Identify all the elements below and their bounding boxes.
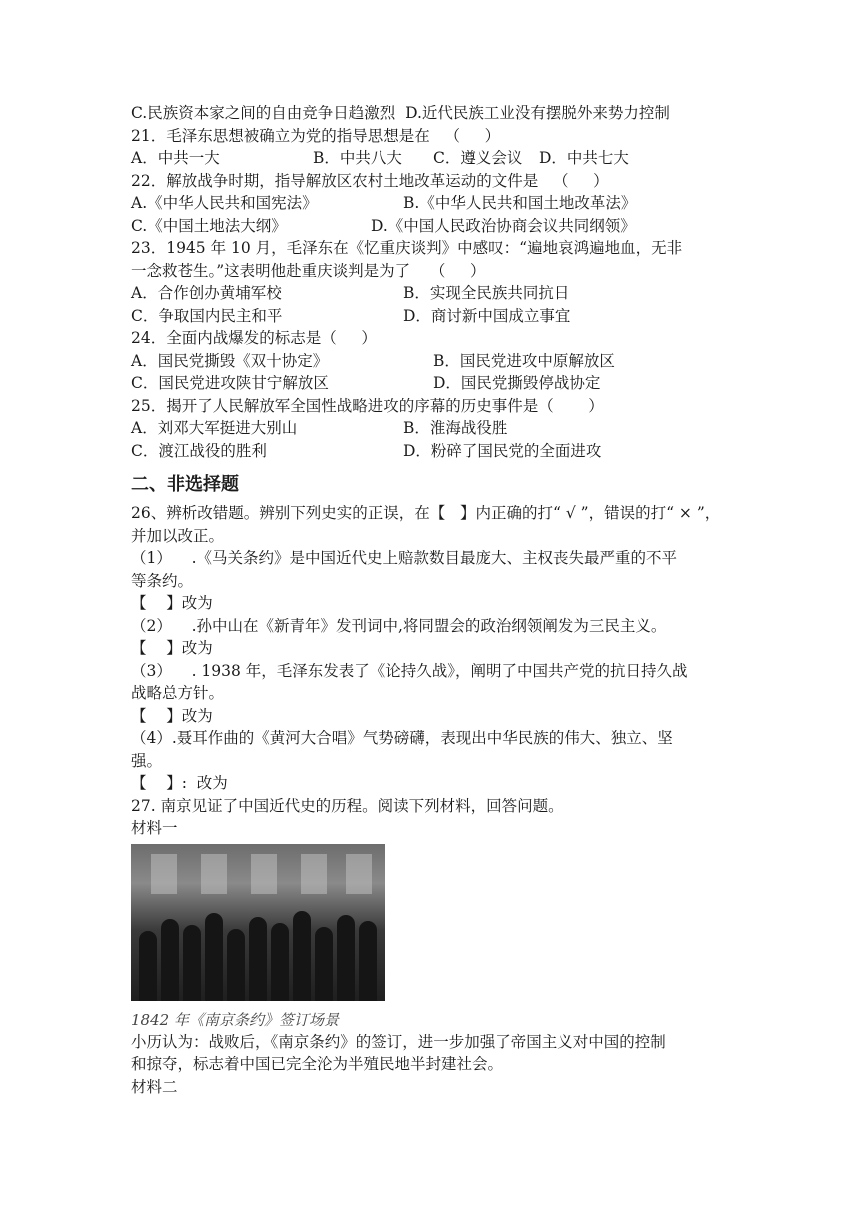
q23-option-b: B．实现全民族共同抗日 — [403, 284, 570, 302]
q23-options-row1 — [131, 282, 731, 305]
q21-option-b: B．中共八大 — [313, 149, 402, 167]
q26-item1-line2: 等条约。 — [131, 571, 194, 590]
q26-item4-answer: 【 】: 改为 — [131, 774, 228, 792]
q22-stem: 22．解放战争时期，指导解放区农村土地改革运动的文件是 （ ） — [131, 171, 609, 190]
q26-item2-line1: （2） .孙中山在《新青年》发刊词中,将同盟会的政治纲领阐发为三民主义。 — [131, 616, 667, 635]
q24-option-d: D．国民党撕毁停战协定 — [433, 374, 601, 392]
q26-item3-answer: 【 】改为 — [131, 706, 213, 725]
material-one-label: 材料一 — [131, 819, 178, 837]
q21-option-c: C．遵义会议 — [433, 149, 523, 167]
q21-options — [131, 147, 731, 170]
q27-paragraph-line1: 小历认为：战败后，《南京条约》的签订，进一步加强了帝国主义对中国的控制 — [131, 1032, 666, 1051]
q24-options-row1 — [131, 350, 731, 373]
q20-options-line: C.民族资本家之间的自由竞争日趋激烈 D.近代民族工业没有摆脱外来势力控制 — [131, 104, 670, 122]
q25-option-a: A．刘邓大军挺进大别山 — [131, 419, 298, 437]
q24-option-b: B．国民党进攻中原解放区 — [433, 351, 615, 370]
q25-options-row1 — [131, 417, 731, 440]
q22-options-row1 — [131, 192, 731, 215]
photo-caption: 1842 年《南京条约》签订场景 — [131, 1010, 339, 1029]
q25-options-row2 — [131, 440, 731, 463]
q26-item4-line1: （4）.聂耳作曲的《黄河大合唱》气势磅礴，表现出中华民族的伟大、独立、坚 — [131, 729, 673, 747]
q26-item2-answer: 【 】改为 — [131, 639, 213, 657]
q23-option-a: A．合作创办黄埔军校 — [131, 284, 282, 302]
material-two-label: 材料二 — [131, 1077, 178, 1096]
q21-option-a: A．中共一大 — [131, 149, 220, 167]
q23-options-row2 — [131, 305, 731, 328]
q24-stem: 24．全面内战爆发的标志是（ ） — [131, 329, 377, 347]
q25-option-c: C．渡江战役的胜利 — [131, 441, 267, 460]
exam-page — [131, 102, 731, 1098]
q25-option-b: B．淮海战役胜 — [403, 419, 508, 437]
q27-paragraph-line2: 和掠夺，标志着中国已完全沦为半殖民地半封建社会。 — [131, 1055, 504, 1073]
q26-stem-line2: 并加以改正。 — [131, 526, 225, 545]
q27-stem: 27. 南京见证了中国近代史的历程。阅读下列材料，回答问题。 — [131, 796, 564, 815]
q23-stem-line1: 23．1945 年 10 月，毛泽东在《忆重庆谈判》中感叹：“遍地哀鸿遍地血，无非 — [131, 239, 683, 257]
q26-item3-line2: 战略总方针。 — [131, 684, 225, 702]
q26-stem-line1: 26、辨析改错题。辨别下列史实的正误，在【 】内正确的打“ √ ”，错误的打“ × ”， — [131, 504, 721, 522]
q22-option-d: D.《中国人民政治协商会议共同纲领》 — [371, 216, 636, 235]
q26-item1-line1: （1） .《马关条约》是中国近代史上赔款数目最庞大、主权丧失最严重的不平 — [131, 549, 677, 567]
q24-options-row2 — [131, 372, 731, 395]
q24-option-c: C．国民党进攻陕甘宁解放区 — [131, 374, 329, 392]
q22-option-b: B.《中华人民共和国土地改革法》 — [403, 194, 637, 212]
q21-stem: 21．毛泽东思想被确立为党的指导思想是在 （ ） — [131, 126, 501, 145]
q24-option-a: A．国民党撕毁《双十协定》 — [131, 351, 329, 370]
q22-options-row2 — [131, 215, 731, 238]
q21-option-d: D．中共七大 — [539, 149, 629, 167]
q23-option-d: D．商讨新中国成立事宜 — [403, 306, 571, 325]
q26-item1-answer: 【 】改为 — [131, 594, 213, 612]
q23-option-c: C．争取国内民主和平 — [131, 306, 283, 325]
q22-option-a: A.《中华人民共和国宪法》 — [131, 194, 318, 212]
q23-stem-line2: 一念救苍生。”这表明他赴重庆谈判是为了 （ ） — [131, 261, 486, 280]
q26-item4-line2: 强。 — [131, 751, 163, 770]
q22-option-c: C.《中国土地法大纲》 — [131, 216, 287, 235]
section-heading: 二、非选择题 — [131, 474, 239, 495]
q25-option-d: D．粉碎了国民党的全面进攻 — [403, 441, 602, 460]
q25-stem: 25．揭开了人民解放军全国性战略进攻的序幕的历史事件是（ ） — [131, 396, 604, 415]
treaty-signing-photo — [131, 844, 385, 1001]
q26-item3-line1: （3） . 1938 年，毛泽东发表了《论持久战》，阐明了中国共产党的抗日持久战 — [131, 661, 688, 680]
